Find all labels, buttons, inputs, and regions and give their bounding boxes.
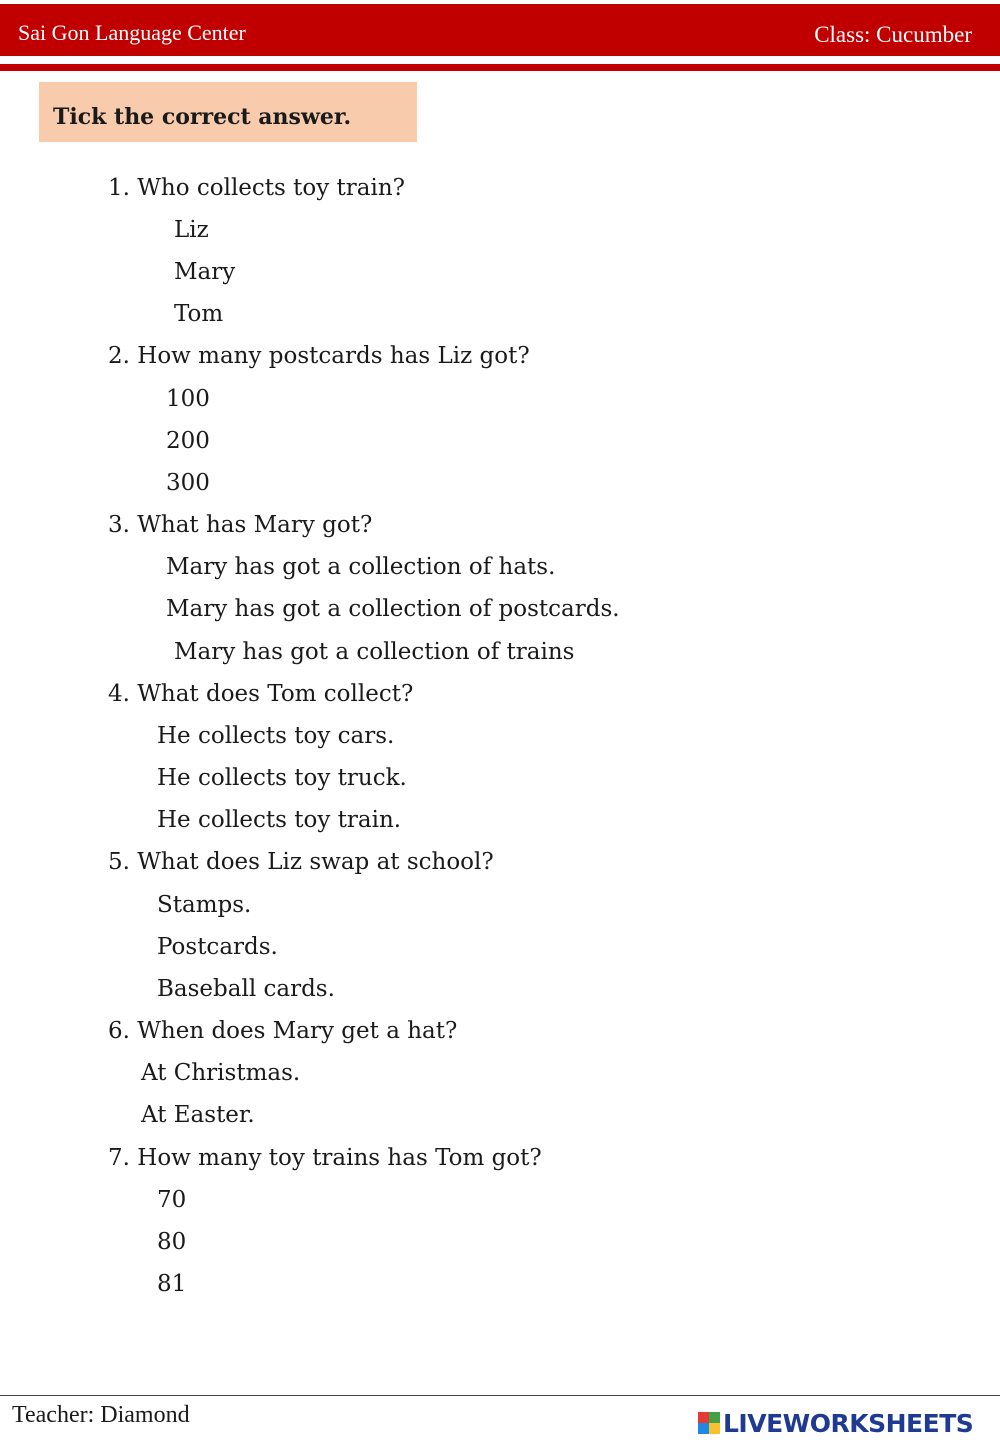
answer-option[interactable]: Baseball cards. bbox=[157, 976, 335, 1002]
liveworksheets-logo-icon bbox=[698, 1412, 720, 1434]
answer-option[interactable]: He collects toy cars. bbox=[157, 723, 395, 749]
answer-option[interactable]: Mary has got a collection of postcards. bbox=[166, 596, 620, 622]
teacher-name: Teacher: Diamond bbox=[12, 1402, 190, 1428]
question-prompt: 6. When does Mary get a hat? bbox=[108, 1018, 458, 1044]
question-prompt: 4. What does Tom collect? bbox=[108, 681, 414, 707]
answer-option[interactable]: Mary has got a collection of hats. bbox=[166, 554, 556, 580]
question-prompt: 3. What has Mary got? bbox=[108, 512, 373, 538]
answer-option[interactable]: At Christmas. bbox=[141, 1060, 301, 1086]
answer-option[interactable]: Mary bbox=[174, 259, 236, 285]
answer-option[interactable]: 100 bbox=[166, 386, 210, 412]
header-bar bbox=[0, 4, 1000, 56]
answer-option[interactable]: 300 bbox=[166, 470, 210, 496]
answer-option[interactable]: Liz bbox=[174, 217, 209, 243]
question-prompt: 5. What does Liz swap at school? bbox=[108, 849, 494, 875]
answer-option[interactable]: Mary has got a collection of trains bbox=[174, 639, 575, 665]
instruction-box bbox=[39, 82, 417, 142]
answer-option[interactable]: He collects toy truck. bbox=[157, 765, 407, 791]
brand-text: LIVEWORKSHEETS bbox=[723, 1408, 974, 1438]
answer-option[interactable]: Postcards. bbox=[157, 934, 278, 960]
answer-option[interactable]: 81 bbox=[157, 1271, 187, 1297]
liveworksheets-brand[interactable] bbox=[698, 1408, 973, 1438]
instruction-text: Tick the correct answer. bbox=[53, 104, 352, 130]
question-prompt: 2. How many postcards has Liz got? bbox=[108, 343, 530, 369]
question-prompt: 7. How many toy trains has Tom got? bbox=[108, 1145, 542, 1171]
answer-option[interactable]: 200 bbox=[166, 428, 210, 454]
answer-option[interactable]: 70 bbox=[157, 1187, 187, 1213]
footer-divider bbox=[0, 1395, 1000, 1396]
question-prompt: 1. Who collects toy train? bbox=[108, 175, 406, 201]
answer-option[interactable]: 80 bbox=[157, 1229, 187, 1255]
answer-option[interactable]: Stamps. bbox=[157, 892, 252, 918]
answer-option[interactable]: Tom bbox=[174, 301, 224, 327]
center-name: Sai Gon Language Center bbox=[18, 20, 246, 45]
answer-option[interactable]: He collects toy train. bbox=[157, 807, 402, 833]
answer-option[interactable]: At Easter. bbox=[141, 1102, 255, 1128]
header-divider bbox=[0, 64, 1000, 71]
class-label: Class: Cucumber bbox=[814, 22, 972, 47]
